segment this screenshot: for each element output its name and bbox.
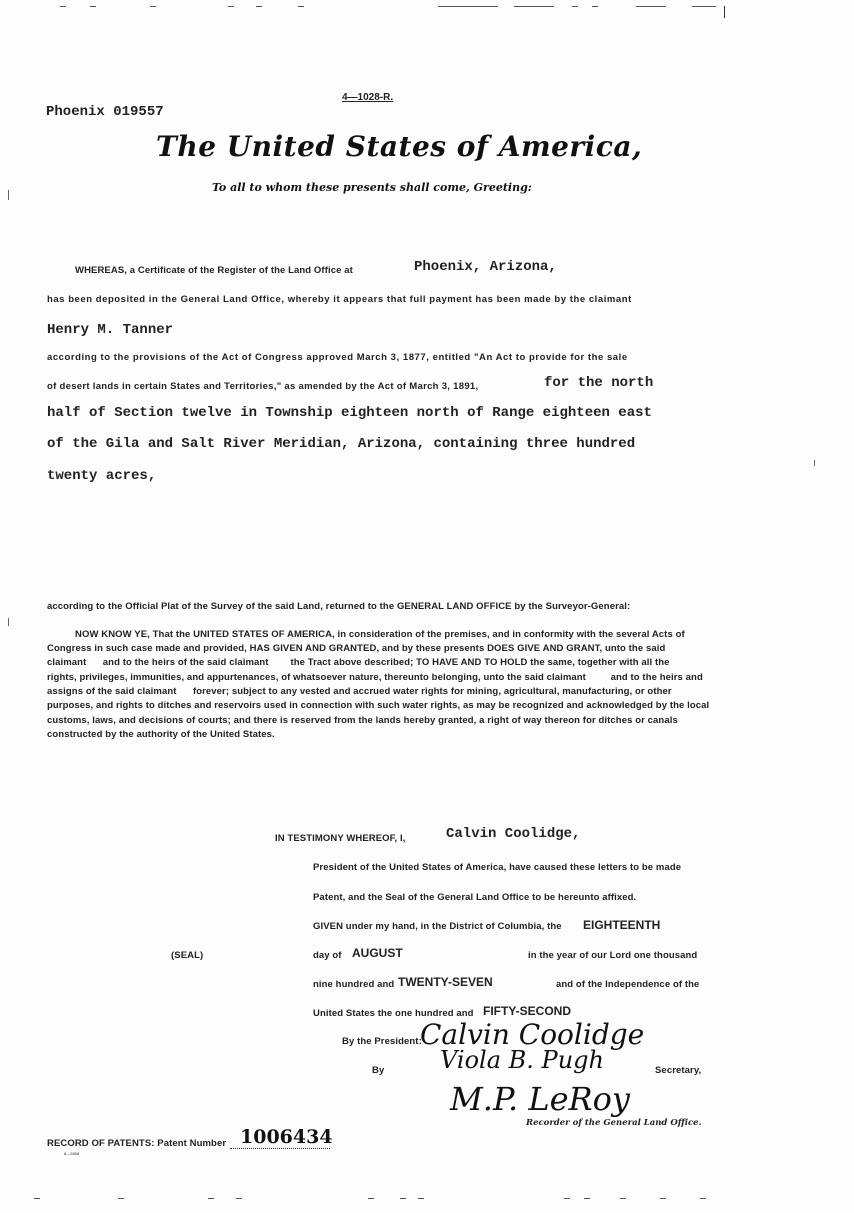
land-description-1: for the north xyxy=(544,375,654,391)
testimony-prefix: IN TESTIMONY WHEREOF, I, xyxy=(275,833,406,844)
seal-label: (SEAL) xyxy=(171,950,204,961)
grant-line-7: customs, laws, and decisions of courts; and there is reserved from the lands hereby granted, a right of way thereon for ditches or canals xyxy=(47,715,678,726)
footnote-code: 8—2858 xyxy=(64,1151,80,1156)
grant-line-3: claimant and to the heirs of the said claimant the Tract above described; TO HAVE AND TO HOLD the same, together with all the xyxy=(47,657,670,668)
given-day: EIGHTEENTH xyxy=(583,918,661,932)
given-year: TWENTY-SEVEN xyxy=(398,975,493,989)
nine-hundred-label: nine hundred and xyxy=(313,979,395,990)
united-states-line: United States the one hundred and xyxy=(313,1008,474,1019)
recorder-label: Recorder of the General Land Office. xyxy=(526,1118,702,1128)
whereas-line-3: according to the provisions of the Act of Congress approved March 3, 1877, entitled "An Act to provide for the sale xyxy=(47,352,628,363)
claimant-name: Henry M. Tanner xyxy=(47,322,174,338)
serial-number: Phoenix 019557 xyxy=(46,104,164,120)
president-name: Calvin Coolidge, xyxy=(446,826,581,842)
day-of-label: day of xyxy=(313,950,342,961)
by-label: By xyxy=(372,1065,385,1076)
whereas-line-2: has been deposited in the General Land Office, whereby it appears that full payment has been made by the claimant xyxy=(47,294,632,305)
grant-line-2: Congress in such case made and provided, HAS GIVEN AND GRANTED, and by these presents DOES GIVE AND GRANT, unto the said xyxy=(47,643,666,654)
patent-number-dotted-line xyxy=(230,1148,330,1149)
whereas-prefix: WHEREAS, a Certificate of the Register of the Land Office at xyxy=(75,265,353,276)
official-plat-line: according to the Official Plat of the Survey of the said Land, returned to the GENERAL LAND OFFICE by the Surveyor-General: xyxy=(47,601,631,612)
grant-line-5: assigns of the said claimant forever; subject to any vested and accrued water rights for mining, agricultural, manufacturing, or other xyxy=(47,686,672,697)
land-description-4: twenty acres, xyxy=(47,468,157,484)
record-of-patents-label: RECORD OF PATENTS: Patent Number xyxy=(47,1138,227,1149)
land-description-2: half of Section twelve in Township eighteen north of Range eighteen east xyxy=(47,405,652,421)
by-president-label: By the President: xyxy=(342,1036,422,1047)
year-of-lord: in the year of our Lord one thousand xyxy=(528,950,698,961)
recorder-signature: M.P. LeRoy xyxy=(450,1080,630,1118)
independence-label: and of the Independence of the xyxy=(556,979,700,990)
patent-number: 1006434 xyxy=(240,1126,333,1148)
grant-line-1: NOW KNOW YE, That the UNITED STATES OF AMERICA, in consideration of the premises, and in conformity with the several Acts of xyxy=(75,629,685,640)
grant-line-8: constructed by the authority of the United States. xyxy=(47,729,275,740)
bottom-edge-marks xyxy=(0,1198,854,1200)
left-edge-mark xyxy=(8,190,9,200)
testimony-line-1: President of the United States of America, have caused these letters to be made xyxy=(313,862,682,873)
top-edge-marks xyxy=(0,6,854,8)
document-title: The United States of America, xyxy=(156,130,643,163)
right-edge-mark xyxy=(814,460,815,466)
left-edge-mark-2 xyxy=(8,618,9,626)
grant-line-4: rights, privileges, immunities, and appurtenances, of whatsoever nature, thereunto belonging, unto the said claimant and to the heirs and xyxy=(47,672,703,683)
land-description-3: of the Gila and Salt River Meridian, Arizona, containing three hundred xyxy=(47,436,636,452)
independence-year: FIFTY-SECOND xyxy=(483,1004,572,1018)
grant-line-6: purposes, and rights to ditches and reservoirs used in connection with such water rights, as may be recognized and acknowledged by the local xyxy=(47,700,710,711)
given-month: AUGUST xyxy=(352,946,403,960)
president-signature: Calvin Coolidge xyxy=(420,1018,645,1051)
form-number: 4—1028-R. xyxy=(342,92,394,103)
land-office-name: Phoenix, Arizona, xyxy=(414,259,557,275)
whereas-line-4: of desert lands in certain States and Territories," as amended by the Act of March 3, 1891, xyxy=(47,381,479,392)
secretary-signature: Viola B. Pugh xyxy=(440,1046,604,1074)
top-right-corner-mark xyxy=(724,6,725,18)
testimony-line-2: Patent, and the Seal of the General Land Office to be hereunto affixed. xyxy=(313,892,637,903)
greeting: To all to whom these presents shall come, Greeting: xyxy=(212,181,532,194)
given-line: GIVEN under my hand, in the District of Columbia, the xyxy=(313,921,562,932)
secretary-label: Secretary, xyxy=(655,1065,702,1076)
